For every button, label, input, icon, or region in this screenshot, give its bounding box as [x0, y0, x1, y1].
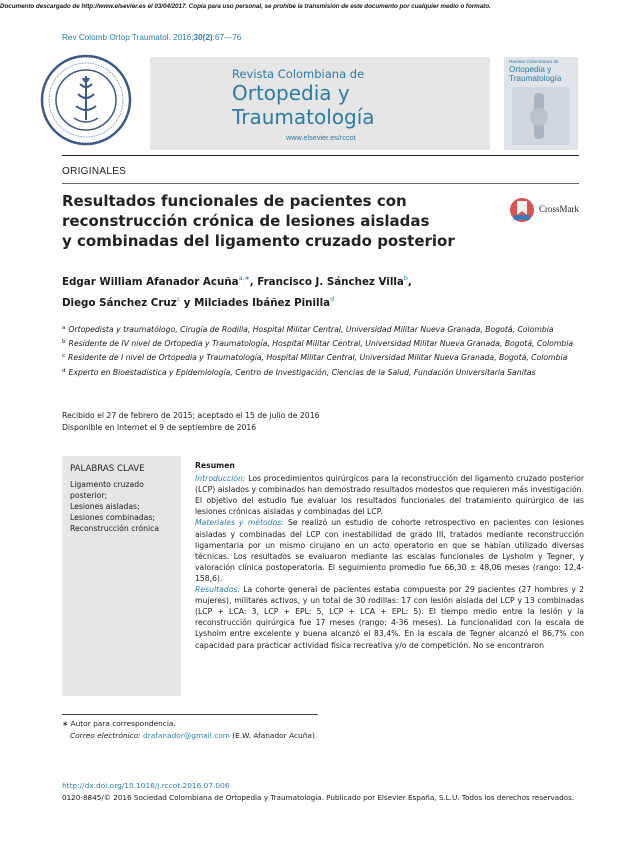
keywords-box — [62, 456, 181, 696]
footnote — [62, 718, 317, 741]
title-line: y combinadas del ligamento cruzado posterior — [62, 232, 455, 250]
footnote-divider — [62, 714, 318, 715]
citation-volume: 30(2) — [193, 33, 213, 42]
author-affiliation-mark[interactable]: d — [330, 296, 335, 303]
results-label: Resultados: — [195, 585, 240, 595]
citation-pages: :67—76 — [212, 33, 242, 42]
affiliations — [62, 322, 582, 379]
crossmark-icon — [509, 196, 535, 224]
email-label: Correo electrónico: — [70, 730, 144, 740]
banner-line1: Revista Colombiana de — [232, 67, 365, 81]
society-seal-logo — [40, 54, 132, 146]
keyword-item: Lesiones aisladas; — [70, 502, 140, 511]
methods-text: Se realizó un estudio de cohorte retrospectivo en pacientes con lesiones aisladas y combinadas del LCP con inestabilidad de grado III, tratados mediante reconstrucción ligamentaria por un mismo cirujano en un acto operatorio en que se habían utilizado diversas técnicas. Los resultados se evaluaron mediante las escalas funcionales de Lysholm y Tegner, y valoración clínica postoperatoria. El seguimiento promedio fue 66,30 ± 48,06 meses (rango: 12,4-158,6). — [195, 518, 584, 583]
author-name: Francisco J. Sánchez Villa — [257, 276, 404, 288]
affiliation-text: Residente de I nivel de Ortopedia y Traumatología, Hospital Militar Central, Universidad Militar Nueva Granada, Bogotá, Colombia — [68, 353, 568, 363]
corresponding-author-note: ∗ Autor para correspondencia. — [62, 719, 176, 728]
author-name: Diego Sánchez Cruz — [62, 297, 177, 309]
methods-label: Materiales y métodos: — [195, 518, 284, 528]
author-separator: , — [249, 276, 258, 288]
intro-label: Introducción: — [195, 474, 246, 484]
section-label: ORIGINALES — [62, 166, 127, 177]
author-affiliation-mark[interactable]: a,∗ — [238, 275, 250, 282]
results-text: La cohorte general de pacientes estaba compuesta por 29 pacientes (27 hombres y 2 mujeres), militares activos, y un total de 30 rodillas: 17 con lesión aislada del LCP y 13 combinadas (LCP + LCA: 3, LCP + EPL: 5, LCP + LCA + EPL: 5). El tiempo medio entre la lesión y la reconstrucción quirúrgica fue 17 meses (rango: 4-36 meses). La funcionalidad con la escala de Lysholm entre excelente y buena alcanzó el 83,4%. En la escala de Tegner alcanzó el 86,7% con capacidad para practicar actividad física recreativa y/o de competición. No se encontraron — [195, 585, 584, 650]
copyright-notice: 0120-8845/© 2016 Sociedad Colombiana de Ortopedia y Traumatología. Publicado por Elsevier España, S.L.U. Todos los derechos reservados. — [62, 793, 575, 802]
author-separator: y — [180, 297, 195, 309]
abstract-introduction — [195, 473, 584, 517]
email-line — [62, 730, 317, 742]
journal-banner — [150, 57, 490, 150]
cover-line1: Revista Colombiana de — [509, 60, 559, 65]
affiliation-item — [62, 350, 582, 364]
title-line: Resultados funcionales de pacientes con — [62, 192, 407, 210]
affiliation-item — [62, 365, 582, 379]
affiliation-mark: b — [62, 339, 66, 346]
affiliation-text: Ortopedista y traumatólogo, Cirugía de Rodilla, Hospital Militar Central, Universidad Militar Nueva Granada, Bogotá, Colombia — [68, 325, 554, 334]
section-divider — [62, 183, 579, 184]
journal-citation[interactable] — [62, 33, 241, 42]
cover-illustration-icon — [512, 87, 570, 145]
affiliation-item — [62, 336, 582, 350]
cover-line3: Traumatología — [509, 73, 562, 83]
banner-line3: Traumatología — [232, 105, 375, 129]
keyword-item: Reconstrucción crónica — [70, 524, 160, 533]
cover-line2: Ortopedia y — [509, 65, 552, 74]
author-list — [62, 270, 562, 312]
cover-title — [509, 66, 562, 83]
affiliation-text: Experto en Bioestadística y Epidemiología, Centro de Investigación, Ciencias de la Salud, Fundación Universitaria Sanitas — [68, 367, 536, 377]
download-notice: Documento descargado de http://www.elsevier.es el 03/04/2017. Copia para uso personal, se prohíbe la transmisión de este documento por cualquier medio o formato. — [0, 3, 491, 10]
intro-text: Los procedimientos quirúrgicos para la reconstrucción del ligamento cruzado posterior (LCP) aislados y combinados han demostrado resultados modestos que requieren más investigación. El objetivo del estudio fue evaluar los resultados funcionales del tratamiento quirúrgico de las lesiones crónicas aisladas y combinadas del LCP. — [195, 474, 584, 517]
affiliation-mark: d — [62, 367, 66, 374]
keyword-item: Ligamento cruzado posterior; — [70, 480, 144, 500]
affiliation-mark: a — [62, 325, 66, 331]
received-date: Recibido el 27 de febrero de 2015; aceptado el 15 de julio de 2016 — [62, 411, 320, 420]
author-name: Edgar William Afanador Acuña — [62, 276, 239, 288]
abstract-methods — [195, 517, 584, 584]
author-affiliation-mark[interactable]: b — [403, 275, 408, 282]
online-date: Disponible en Internet el 9 de septiembre de 2016 — [62, 422, 257, 432]
article-title — [62, 191, 482, 251]
author-separator: , — [407, 276, 412, 288]
affiliation-item — [62, 322, 582, 336]
keywords-heading: PALABRAS CLAVE — [70, 464, 145, 474]
title-line: reconstrucción crónica de lesiones aisladas — [62, 212, 430, 230]
journal-cover-image — [504, 57, 578, 150]
journal-url-link[interactable]: www.elsevier.es/rccot — [286, 133, 356, 142]
email-suffix: (E.W. Afanador Acuña). — [229, 730, 318, 740]
article-dates — [62, 410, 319, 433]
keyword-item: Lesiones combinadas; — [70, 513, 155, 522]
abstract — [195, 460, 584, 651]
author-affiliation-mark[interactable]: c — [176, 296, 181, 303]
citation-prefix: Rev Colomb Ortop Traumatol. 2016; — [62, 33, 194, 42]
affiliation-text: Residente de IV nivel de Ortopedia y Traumatología, Hospital Militar Central, Universidad Militar Nueva Granada, Bogotá, Colombia — [68, 339, 574, 349]
abstract-results — [195, 584, 584, 651]
banner-line2: Ortopedia y — [232, 81, 350, 105]
author-name: Milciades Ibáñez Pinilla — [194, 297, 331, 309]
email-link[interactable]: drafanador@gmail.com — [143, 730, 230, 740]
keywords-list — [70, 479, 176, 534]
abstract-heading: Resumen — [195, 461, 235, 470]
affiliation-mark: c — [62, 353, 66, 360]
crossmark-label: CrossMark — [539, 204, 579, 214]
doi-link[interactable]: http://dx.doi.org/10.1016/j.rccot.2016.07.006 — [62, 781, 230, 790]
crossmark-button[interactable] — [509, 196, 583, 224]
header-divider — [62, 155, 579, 156]
